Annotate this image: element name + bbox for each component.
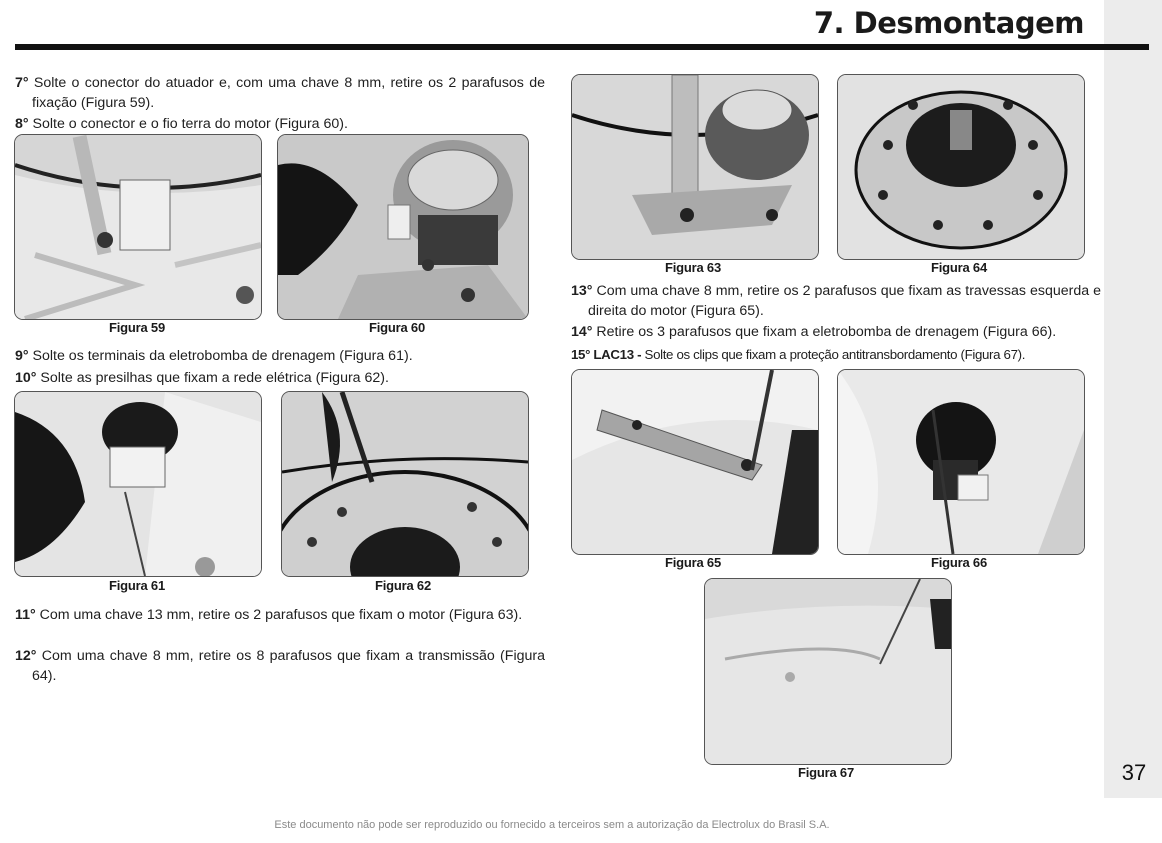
figure-59-photo	[14, 134, 262, 320]
figure-59-caption: Figura 59	[109, 320, 165, 335]
step-15	[571, 345, 1101, 365]
step-number: 15°	[571, 347, 591, 362]
step-text: Solte os terminais da eletrobomba de drenagem (Figura 61).	[28, 348, 413, 364]
figure-60-photo	[277, 134, 529, 320]
figure-61-photo	[14, 391, 262, 577]
step-10	[15, 368, 545, 388]
figure-65-photo	[571, 369, 819, 555]
step-number: 9°	[15, 348, 29, 364]
step-7	[15, 73, 545, 113]
figure-65-caption: Figura 65	[665, 555, 721, 570]
step-number: 7°	[15, 75, 29, 91]
section-title: 7. Desmontagem	[813, 6, 1084, 40]
step-number: 10°	[15, 370, 37, 386]
step-text: Com uma chave 8 mm, retire os 8 parafusos que fixam a transmissão (Figura 64).	[32, 648, 545, 684]
step-9	[15, 346, 545, 366]
page-sidebar	[1104, 0, 1162, 798]
figure-61-caption: Figura 61	[109, 578, 165, 593]
header-rule	[15, 44, 1149, 50]
step-number: 13°	[571, 283, 593, 299]
figure-62-caption: Figura 62	[375, 578, 431, 593]
step-text: Solte o conector e o fio terra do motor (Figura 60).	[28, 116, 348, 132]
step-12	[15, 646, 545, 686]
step-14	[571, 322, 1101, 342]
figure-62-photo	[281, 391, 529, 577]
step-text: Com uma chave 8 mm, retire os 2 parafusos que fixam as travessas esquerda e direita do motor (Figura 65).	[588, 283, 1101, 319]
figure-63-caption: Figura 63	[665, 260, 721, 275]
figure-67-photo	[704, 578, 952, 765]
figure-66-caption: Figura 66	[931, 555, 987, 570]
step-text: Retire os 3 parafusos que fixam a eletrobomba de drenagem (Figura 66).	[592, 324, 1057, 340]
step-text: Solte as presilhas que fixam a rede elétrica (Figura 62).	[36, 370, 389, 386]
step-text: Com uma chave 13 mm, retire os 2 parafusos que fixam o motor (Figura 63).	[35, 607, 523, 623]
step-number: 14°	[571, 324, 593, 340]
figure-63-photo	[571, 74, 819, 260]
footer-disclaimer: Este documento não pode ser reproduzido ou fornecido a terceiros sem a autorização da Electrolux do Brasil S.A.	[274, 819, 830, 831]
figure-60-caption: Figura 60	[369, 320, 425, 335]
page-number: 37	[1121, 760, 1147, 785]
step-number: 8°	[15, 116, 29, 132]
figure-66-photo	[837, 369, 1085, 555]
step-11	[15, 605, 545, 625]
step-8	[15, 114, 545, 134]
step-number: 12°	[15, 648, 37, 664]
step-text: Solte o conector do atuador e, com uma chave 8 mm, retire os 2 parafusos de fixação (Figura 59).	[28, 75, 545, 111]
model-label: LAC13 -	[590, 347, 642, 362]
step-13	[571, 281, 1101, 321]
figure-64-photo	[837, 74, 1085, 260]
step-text: Solte os clips que fixam a proteção antitransbordamento (Figura 67).	[641, 347, 1026, 362]
figure-64-caption: Figura 64	[931, 260, 987, 275]
step-number: 11°	[15, 607, 36, 623]
figure-67-caption: Figura 67	[798, 765, 854, 780]
